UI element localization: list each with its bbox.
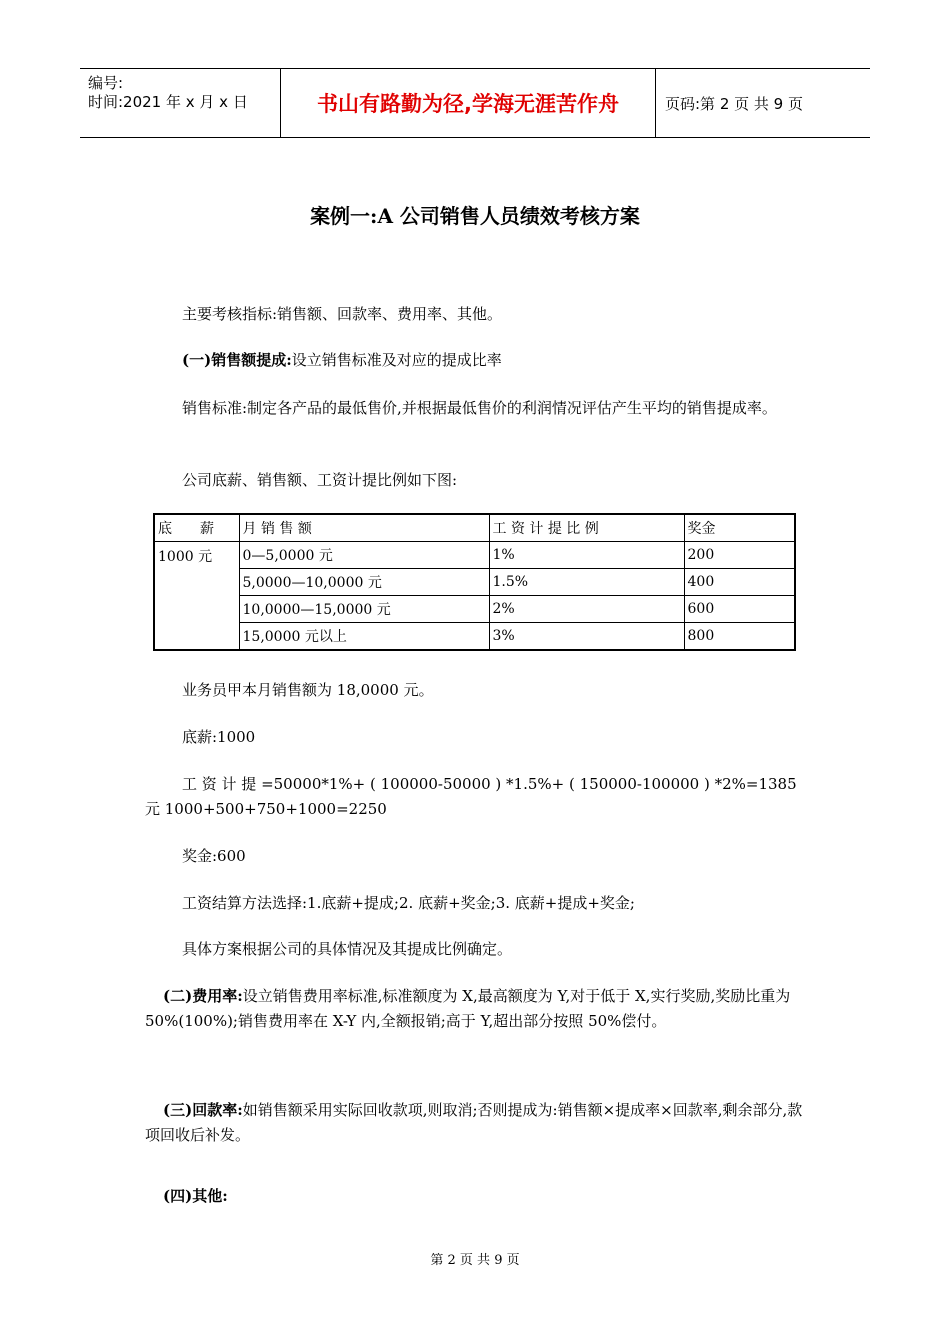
section-1 [182, 348, 844, 373]
section-text: 如销售额采用实际回收款项,则取消;否则提成为:销售额×提成率×回款率,剩余部分,款项回收后补发。 [145, 1101, 803, 1144]
doc-time-label: 时间:2021 年 x 月 x 日 [88, 93, 248, 111]
table-header-cell: 底 薪 [154, 514, 239, 542]
table-cell: 3% [489, 623, 684, 651]
paragraph: 工 资 计 提 =50000*1%+ ( 100000-50000 ) *1.5%+ ( 150000-100000 ) *2%=1385 元 1000+500+750+1000=2250 [145, 775, 797, 818]
table-cell: 15,0000 元以上 [239, 623, 489, 651]
commission-table [153, 513, 796, 651]
paragraph: 销售标准:制定各产品的最低售价,并根据最低售价的利润情况评估产生平均的销售提成率。 [182, 399, 777, 417]
table-row [154, 542, 795, 569]
table-header-cell: 奖金 [684, 514, 795, 542]
paragraph: 奖金:600 [182, 847, 246, 865]
table-row [154, 623, 795, 651]
page-header [80, 68, 870, 138]
section-text: 设立销售标准及对应的提成比率 [291, 351, 502, 369]
table-cell: 0—5,0000 元 [239, 542, 489, 569]
table-cell: 600 [684, 596, 795, 623]
base-salary-cell: 1000 元 [154, 542, 239, 651]
section-4-heading: (四)其他: [163, 1187, 228, 1205]
page-footer: 第 2 页 共 9 页 [430, 1253, 520, 1268]
paragraph: 业务员甲本月销售额为 18,0000 元。 [182, 681, 434, 699]
table-row [154, 569, 795, 596]
section-heading: (三)回款率: [163, 1101, 243, 1119]
section-3 [145, 1098, 807, 1148]
doc-number-label: 编号: [88, 74, 124, 92]
table-cell: 1.5% [489, 569, 684, 596]
paragraph: 工资结算方法选择:1.底薪+提成;2. 底薪+奖金;3. 底薪+提成+奖金; [182, 894, 635, 912]
section-text: 设立销售费用率标准,标准额度为 X,最高额度为 Y,对于低于 X,实行奖励,奖励比重为 50%(100%);销售费用率在 X-Y 内,全额报销;高于 Y,超出部分按照 50%偿付。 [145, 987, 791, 1030]
section-heading: (二)费用率: [163, 987, 243, 1005]
table-cell: 2% [489, 596, 684, 623]
table-cell: 400 [684, 569, 795, 596]
table-header-cell: 工 资 计 提 比 例 [489, 514, 684, 542]
table-cell: 10,0000—15,0000 元 [239, 596, 489, 623]
table-cell: 1% [489, 542, 684, 569]
paragraph: 公司底薪、销售额、工资计提比例如下图: [182, 471, 458, 489]
table-cell: 5,0000—10,0000 元 [239, 569, 489, 596]
document-title: 案例一:A 公司销售人员绩效考核方案 [310, 204, 640, 228]
header-page-info: 页码:第 2 页 共 9 页 [665, 94, 803, 113]
section-2 [145, 984, 807, 1034]
table-row [154, 596, 795, 623]
table-header-row [154, 514, 795, 542]
header-meta [80, 69, 280, 137]
section-heading: (一)销售额提成: [182, 351, 292, 369]
table-header-cell: 月 销 售 额 [239, 514, 489, 542]
table-cell: 200 [684, 542, 795, 569]
header-motto: 书山有路勤为径,学海无涯苦作舟 [280, 69, 656, 137]
paragraph: 主要考核指标:销售额、回款率、费用率、其他。 [182, 305, 503, 323]
paragraph: 底薪:1000 [182, 728, 256, 746]
paragraph: 具体方案根据公司的具体情况及其提成比例确定。 [182, 940, 513, 958]
table-cell: 800 [684, 623, 795, 651]
